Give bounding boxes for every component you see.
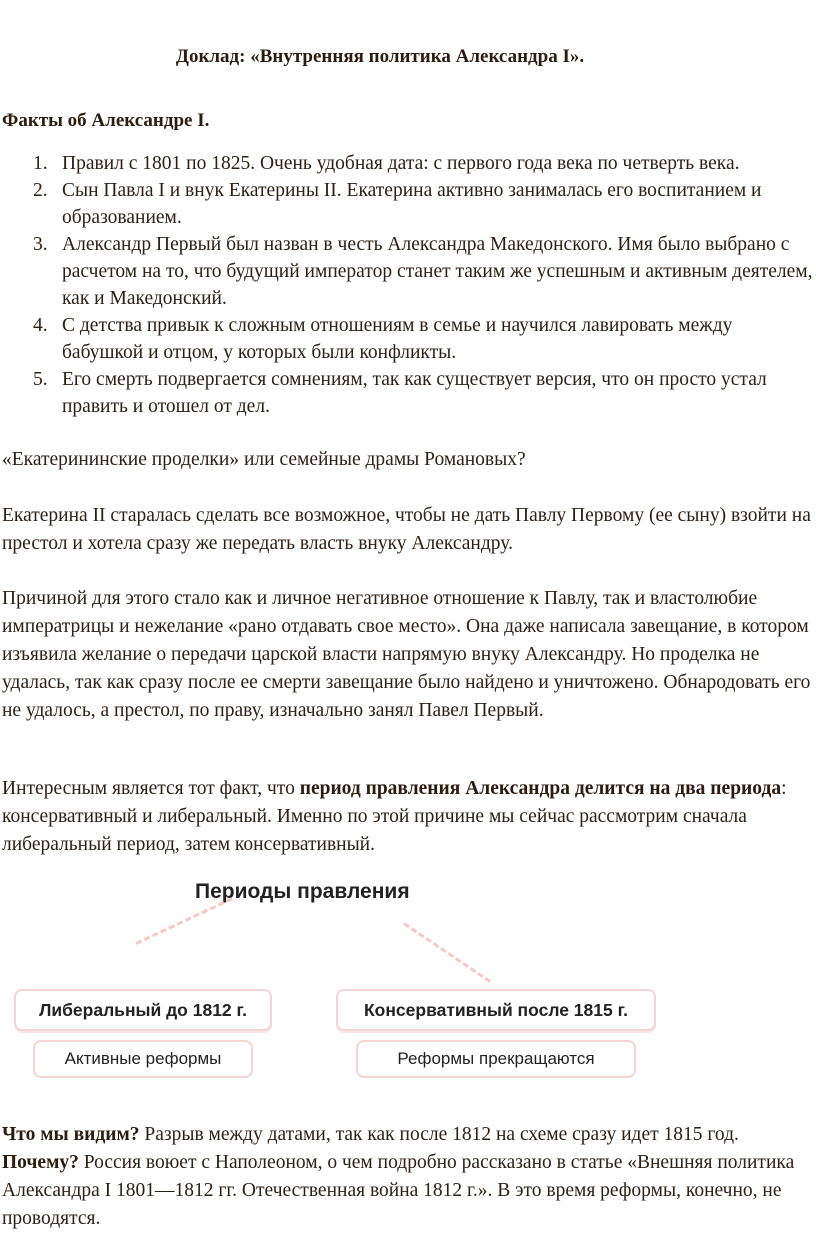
periods-highlight: период правления Александра делится на два периода (299, 778, 782, 799)
list-item-text: Александр Первый был назван в честь Александра Македонского. Имя было выбрано с расчетом на то, что будущий император станет таким же успешным и активным деятелем, как и Македонский. (62, 234, 813, 309)
facts-list (0, 150, 816, 420)
diagram-title: Периоды правления (195, 880, 410, 903)
list-item-number: 5. (33, 369, 48, 390)
list-item-text: Сын Павла I и внук Екатерины II. Екатерина активно занималась его воспитанием и образованием. (62, 180, 762, 228)
section-subheading: «Екатерининские проделки» или семейные драмы Романовых? (2, 449, 526, 470)
connector-left (135, 897, 232, 945)
list-item-text: Правил с 1801 по 1825. Очень удобная дата: с первого года века по четверть века. (62, 153, 740, 174)
question-why: Почему? (2, 1152, 79, 1173)
list-item (0, 231, 816, 312)
reign-periods-diagram (0, 870, 816, 1090)
list-item-number: 3. (33, 234, 48, 255)
paragraph-reasons: Причиной для этого стало как и личное негативное отношение к Павлу, так и властолюбие императрицы и нежелание «рано отдавать свое место». Она даже написала завещание, в котором изъявила желание о передачи царской власти напрямую внуку Александру. Но проделка не удалась, так как сразу после ее смерти завещание было найдено и уничтожено. Обнародовать его не удалось, а престол, по праву, изначально занял Павел Первый. (2, 588, 811, 721)
paragraph-periods: Интересным является тот факт, что период правления Александра делится на два периода: консервативный и либеральный. Именно по этой причине мы сейчас рассмотрим сначала либеральный период, затем консервативный. (2, 778, 787, 855)
question-what-we-see: Что мы видим? (2, 1124, 140, 1145)
list-item (0, 366, 816, 420)
list-item (0, 312, 816, 366)
facts-heading: Факты об Александре I. (2, 110, 210, 131)
document-title: Доклад: «Внутренняя политика Александра I». (175, 46, 585, 67)
list-item-number: 4. (33, 315, 48, 336)
conservative-period-box: Консервативный после 1815 г. (336, 989, 656, 1031)
list-item-text: С детства привык к сложным отношениям в семье и научился лавировать между бабушкой и отцом, у которых были конфликты. (62, 315, 733, 363)
list-item-text: Его смерть подвергается сомнениям, так как существует версия, что он просто устал править и отошел от дел. (62, 369, 767, 417)
list-item-number: 1. (33, 153, 48, 174)
connector-right (403, 922, 491, 983)
list-item (0, 150, 816, 177)
reforms-stop-box: Реформы прекращаются (356, 1040, 636, 1078)
list-item-number: 2. (33, 180, 48, 201)
paragraph-conclusion: Что мы видим? Разрыв между датами, так как после 1812 на схеме сразу идет 1815 год. Почему? Россия воюет с Наполеоном, о чем подробно рассказано в статье «Внешняя политика Александра I 1801—1812 гг. Отечественная война 1812 г.». В это время реформы, конечно, не проводятся. (2, 1124, 795, 1229)
liberal-period-box: Либеральный до 1812 г. (14, 989, 272, 1031)
active-reforms-box: Активные реформы (33, 1040, 253, 1078)
paragraph-catherine: Екатерина II старалась сделать все возможное, чтобы не дать Павлу Первому (ее сыну) взойти на престол и хотела сразу же передать власть внуку Александру. (2, 505, 811, 554)
list-item (0, 177, 816, 231)
